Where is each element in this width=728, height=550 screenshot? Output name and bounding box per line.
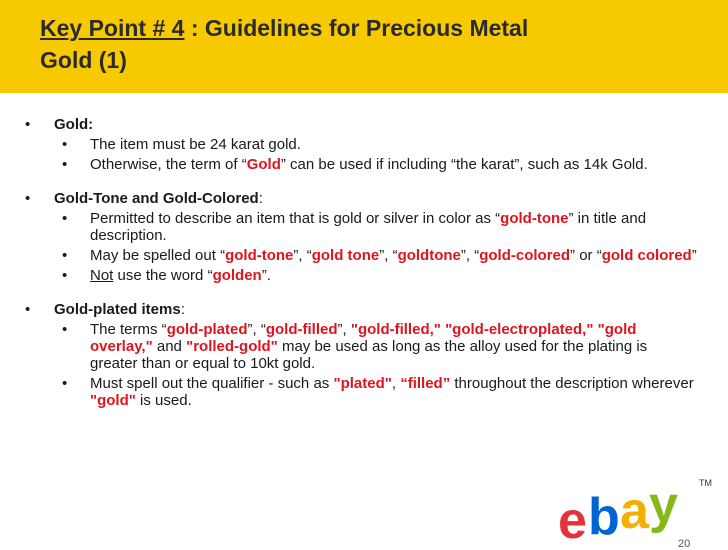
bullet-icon: • — [62, 210, 68, 227]
item-text: ”, “ — [460, 247, 480, 264]
list-item — [0, 210, 728, 244]
item-text: ” — [691, 247, 697, 264]
bullet-icon: • — [62, 267, 68, 284]
bullet-icon: • — [62, 156, 68, 173]
list-item — [0, 156, 728, 173]
item-text: use the word “ — [113, 267, 213, 284]
bullet-icon: • — [62, 136, 68, 153]
item-text: Must spell out the qualifier - such as — [90, 375, 334, 392]
logo-letter-b: b — [588, 488, 620, 546]
highlight-term: gold-filled — [265, 321, 338, 338]
list-item — [0, 321, 728, 372]
page-number: 20 — [678, 538, 691, 550]
item-text: is used. — [135, 392, 192, 409]
section-heading — [0, 301, 728, 318]
logo-letter-y: y — [649, 476, 678, 534]
highlight-term: golden — [212, 267, 262, 284]
item-text: ”, “ — [379, 247, 398, 264]
item-text: ”, “ — [293, 247, 312, 264]
heading-suffix: : — [258, 190, 263, 207]
highlight-term: gold-tone — [225, 247, 294, 264]
page-title — [40, 12, 700, 76]
item-text: ”, — [337, 321, 351, 338]
item-text: , — [391, 375, 401, 392]
item-text: throughout the description wherever — [450, 375, 694, 392]
item-text: ”. — [261, 267, 271, 284]
logo-letter-e: e — [558, 492, 587, 546]
list-item — [0, 247, 728, 264]
trademark-mark: TM — [699, 478, 712, 488]
bullet-icon: • — [62, 321, 68, 338]
highlight-term: "plated" — [333, 375, 392, 392]
highlight-term: Gold — [246, 156, 281, 173]
title-line-2: Gold (1) — [40, 47, 127, 73]
item-text: The terms “ — [90, 321, 167, 338]
slide-content — [0, 116, 728, 426]
highlight-term: "gold overlay," — [90, 321, 637, 355]
highlight-term: "gold" — [90, 392, 136, 409]
section-gold — [0, 116, 728, 173]
ebay-logo — [556, 470, 726, 546]
item-text: and — [152, 338, 187, 355]
bullet-icon: • — [25, 190, 31, 207]
bullet-icon: • — [25, 116, 31, 133]
heading-suffix: : — [180, 301, 185, 318]
list-item — [0, 136, 728, 153]
item-text: ” or “ — [570, 247, 602, 264]
section-heading — [0, 116, 728, 133]
title-band — [0, 0, 728, 93]
heading-text: Gold-plated items — [54, 301, 181, 318]
item-text: ” in title and description. — [90, 210, 647, 244]
emphasis-text: Not — [90, 267, 114, 284]
highlight-term: gold tone — [311, 247, 380, 264]
item-text: Otherwise, the term of “ — [90, 156, 247, 173]
highlight-term: gold-plated — [166, 321, 248, 338]
highlight-term: "gold-filled," — [350, 321, 441, 338]
key-point-label: Key Point # 4 — [40, 15, 185, 41]
item-text: may be used as long as the alloy used for the plating is greater than or equal to 10kt gold. — [90, 338, 648, 372]
title-text: : Guidelines for Precious Metal — [184, 15, 529, 41]
item-text: May be spelled out “ — [90, 247, 226, 264]
list-item — [0, 267, 728, 284]
section-heading — [0, 190, 728, 207]
highlight-term: gold-colored — [479, 247, 571, 264]
highlight-term: gold colored — [601, 247, 692, 264]
bullet-icon: • — [62, 375, 68, 392]
highlight-term: "gold-electroplated," — [445, 321, 594, 338]
item-text: Permitted to describe an item that is gold or silver in color as “ — [90, 210, 501, 227]
item-text: ” can be used if including “the karat”, such as 14k Gold. — [280, 156, 648, 173]
item-text: ”, “ — [247, 321, 266, 338]
heading-text: Gold-Tone and Gold-Colored — [54, 190, 259, 207]
highlight-term: gold-tone — [500, 210, 569, 227]
list-item — [0, 375, 728, 409]
bullet-icon: • — [25, 301, 31, 318]
item-text: The item must be 24 karat gold. — [90, 136, 301, 153]
highlight-term: "rolled-gold" — [186, 338, 278, 355]
section-gold-tone — [0, 190, 728, 284]
highlight-term: goldtone — [397, 247, 461, 264]
bullet-icon: • — [62, 247, 68, 264]
section-gold-plated — [0, 301, 728, 409]
heading-text: Gold: — [54, 116, 94, 133]
highlight-term: “filled” — [400, 375, 451, 392]
logo-letter-a: a — [620, 482, 649, 540]
